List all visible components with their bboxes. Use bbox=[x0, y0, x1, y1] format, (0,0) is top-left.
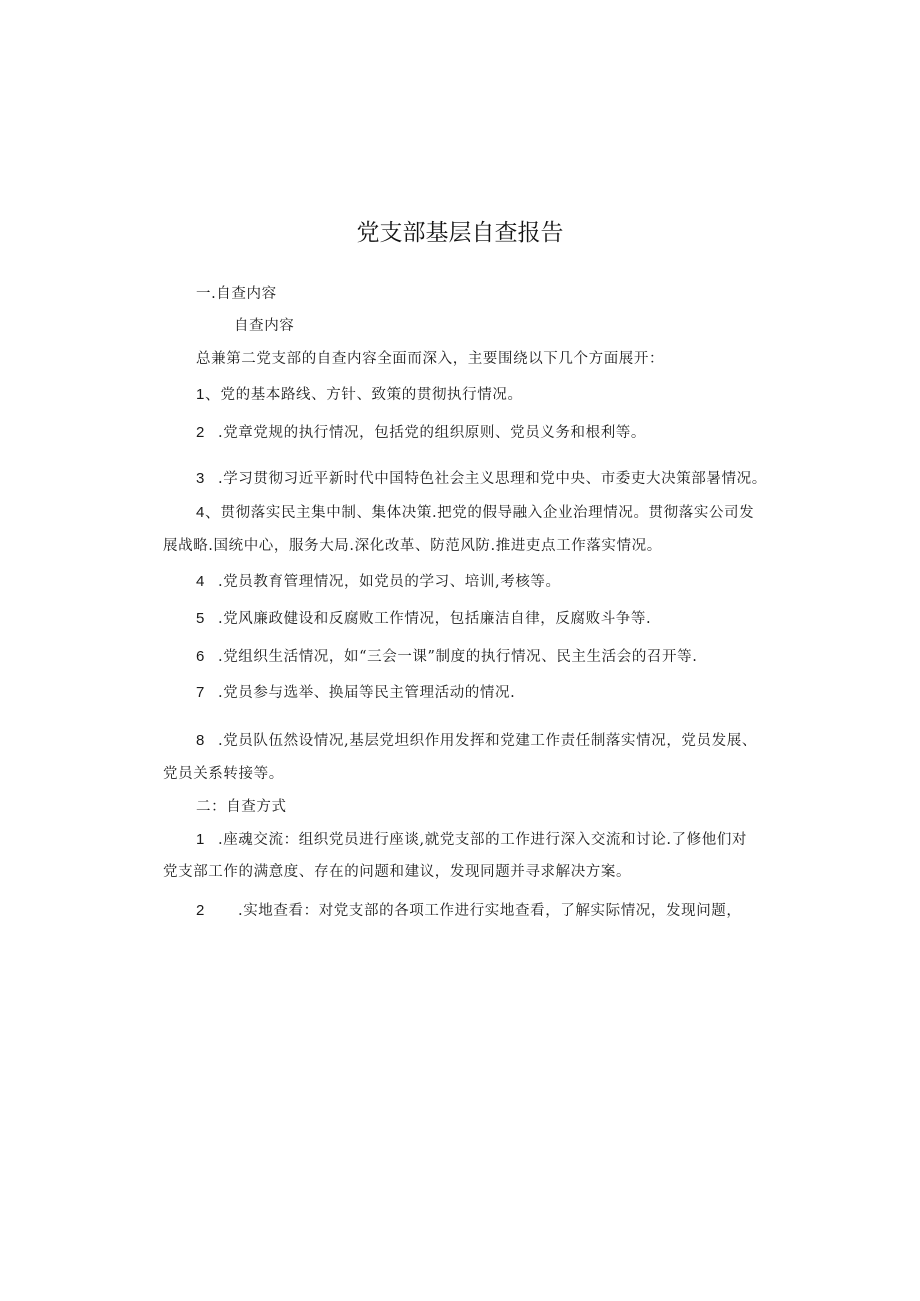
item-text: .实地查看：对党支部的各项工作进行实地查看，了解实际情况，发现问题， bbox=[238, 903, 742, 919]
list-item-continuation: 党支部工作的满意度、存在的问题和建议，发现同题并寻求解决方案。 bbox=[163, 864, 632, 880]
list-item bbox=[196, 830, 747, 850]
item-text: .党组织生活情况，如“三会一课”制度的执行情况、民主生活会的召开等. bbox=[218, 649, 698, 665]
item-number: 7 bbox=[196, 684, 205, 701]
item-number: 5 bbox=[196, 610, 205, 627]
list-item bbox=[196, 572, 561, 592]
list-item bbox=[196, 609, 651, 629]
item-number: 2 bbox=[196, 902, 205, 919]
item-number: 6 bbox=[196, 648, 205, 665]
section1-heading: 一.自查内容 bbox=[196, 286, 277, 302]
item-text: .党章党规的执行情况，包括党的组织原则、党员义务和根利等。 bbox=[218, 425, 647, 441]
item-number: 3 bbox=[196, 470, 205, 487]
list-item bbox=[196, 385, 523, 405]
list-item bbox=[196, 901, 742, 921]
list-item bbox=[196, 423, 646, 443]
item-text: .党员教育管理情况，如党员的学习、培训,考核等。 bbox=[218, 574, 561, 590]
item-text: .学习贯彻习近平新时代中国特色社会主义思理和党中央、市委吏大决策部暑情况。 bbox=[218, 471, 767, 487]
list-item bbox=[196, 503, 754, 523]
section2-heading: 二：自查方式 bbox=[196, 799, 287, 815]
item-text: 贯彻落实民主集中制、集体决策.把党的假导融入企业治理情况。贯彻落实公司发 bbox=[220, 505, 755, 521]
item-text: .党员队伍然设情况,基层党坦织作用发挥和党建工作责任制落实情况，党员发展、 bbox=[218, 733, 757, 749]
item-number: 4 bbox=[196, 573, 205, 590]
item-text: .党员参与选举、换届等民主管理活动的情况. bbox=[218, 685, 516, 701]
item-number: 1 bbox=[196, 831, 205, 848]
item-number: 2 bbox=[196, 424, 205, 441]
list-item bbox=[196, 731, 757, 751]
list-item-continuation: 党员关系转接等。 bbox=[163, 766, 284, 782]
section1-subheading: 自查内容 bbox=[234, 318, 295, 334]
item-text: 党的基本路线、方针、致策的贯彻执行情况。 bbox=[220, 387, 523, 403]
list-item-continuation: 展战略.国统中心，服务大局.深化改革、防范风防.推进吏点工作落实情况。 bbox=[163, 538, 662, 554]
item-number: 4、 bbox=[196, 504, 221, 521]
report-title: 党支部基层自查报告 bbox=[356, 220, 564, 246]
item-number: 8 bbox=[196, 732, 205, 749]
section1-intro: 总兼第二党支部的自查内容全面而深入，主要围绕以下几个方面展开： bbox=[196, 351, 665, 367]
item-text: .座魂交流：组织党员进行座谈,就党支部的工作进行深入交流和讨论.了修他们对 bbox=[218, 832, 748, 848]
list-item bbox=[196, 683, 515, 703]
list-item bbox=[196, 647, 697, 667]
item-number: 1、 bbox=[196, 386, 221, 403]
list-item bbox=[196, 469, 767, 489]
item-text: .党风廉政健设和反腐败工作情况，包括廉洁自律，反腐败斗争等. bbox=[218, 611, 652, 627]
